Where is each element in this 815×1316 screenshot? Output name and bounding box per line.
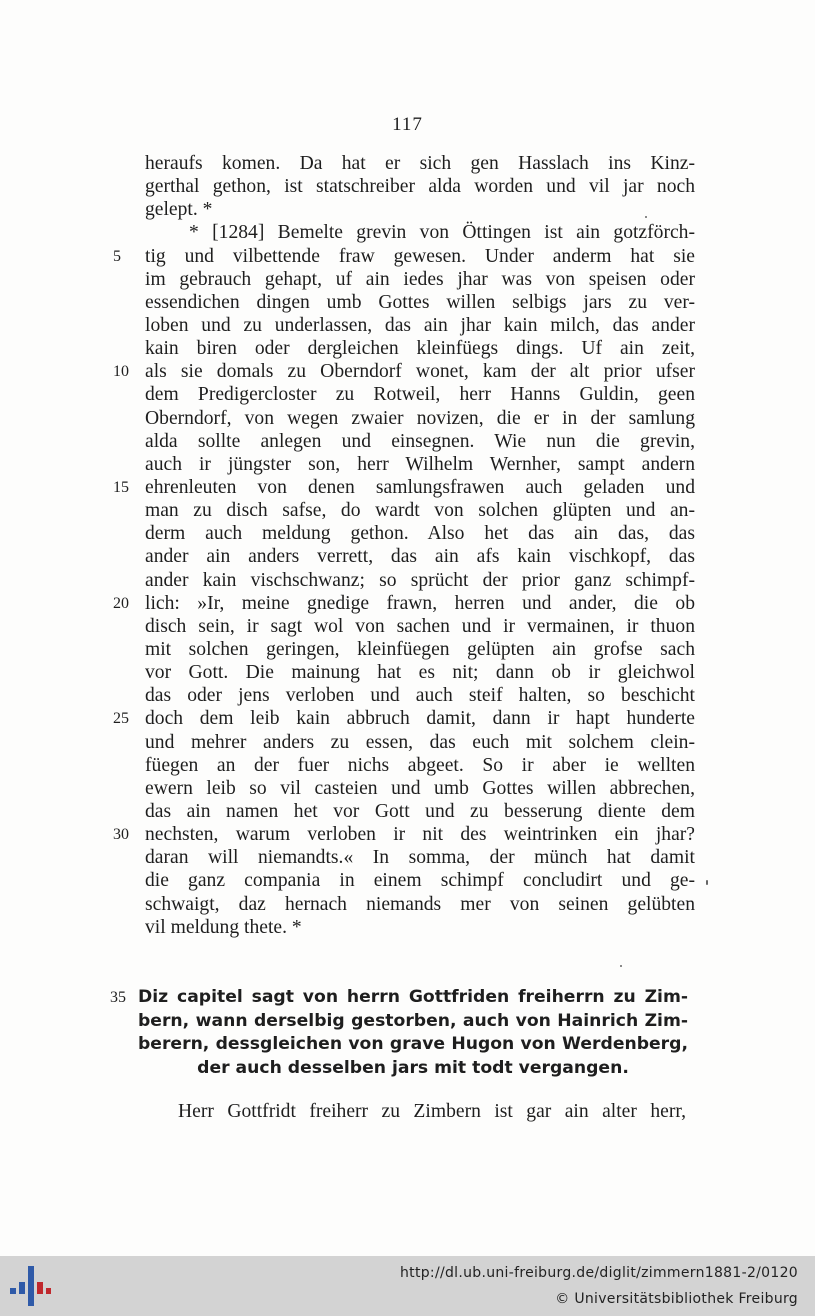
text-line xyxy=(113,823,695,846)
text-line xyxy=(145,731,695,754)
text-line xyxy=(145,221,695,244)
text-line-content: ewern leib so vil casteien und umb Gottes willen abbrechen, xyxy=(145,777,695,799)
text-line xyxy=(145,869,695,892)
page-number: 117 xyxy=(392,114,423,135)
document-url-link[interactable]: http://dl.ub.uni-freiburg.de/diglit/zimmern1881-2/0120 xyxy=(399,1265,798,1281)
text-line xyxy=(145,545,695,568)
scan-speck xyxy=(620,965,622,967)
text-line xyxy=(145,337,695,360)
text-line-content: derm auch meldung gethon. Also het das ain das, das xyxy=(145,523,695,545)
text-line xyxy=(145,522,695,545)
text-line-content: vor Gott. Die mainung hat es nit; dann ob ir gleichwol xyxy=(145,662,695,684)
text-line-content: heraufs komen. Da hat er sich gen Hasslach ins Kinz- xyxy=(145,153,695,174)
line-number: 20 xyxy=(113,594,129,612)
line-number: 10 xyxy=(113,363,129,381)
text-line xyxy=(113,592,695,615)
text-line xyxy=(145,893,695,916)
copyright-notice: © Universitätsbibliothek Freiburg xyxy=(555,1291,798,1307)
text-line-content: im gebrauch gehapt, uf ain iedes jhar was von speisen oder xyxy=(145,268,695,290)
heading-line xyxy=(110,986,688,1010)
scan-speck xyxy=(706,880,708,885)
text-line xyxy=(145,383,695,406)
text-line-content: und mehrer anders zu essen, das euch mit solchem clein- xyxy=(145,731,695,753)
text-line xyxy=(145,638,695,661)
text-line-content: daran will niemandts.« In somma, der münch hat damit xyxy=(145,847,695,869)
text-line xyxy=(145,407,695,430)
text-line xyxy=(145,268,695,291)
text-line xyxy=(145,291,695,314)
heading-line: bern, wann derselbig gestorben, auch von Hainrich Zim- xyxy=(138,1010,688,1031)
text-line-content: schwaigt, daz hernach niemands mer von seinen gelübten xyxy=(145,893,695,915)
text-line-content: tig und vilbettende fraw gewesen. Under anderm hat sie xyxy=(145,245,695,267)
text-line-content: loben und zu underlassen, das ain jhar kain milch, das ander xyxy=(145,314,695,336)
text-line-content: lich: »Ir, meine gnedige frawn, herren und ander, die ob xyxy=(145,592,695,614)
text-line xyxy=(145,314,695,337)
text-line xyxy=(113,360,695,383)
text-line-content: dem Predigercloster zu Rotweil, herr Hanns Guldin, geen xyxy=(145,384,695,406)
text-line-content: auch ir jüngster son, herr Wilhelm Wernher, sampt andern xyxy=(145,453,695,475)
body-text xyxy=(113,152,695,939)
text-line-content: füegen an der fuer nichs abgeet. So ir aber ie wellten xyxy=(145,754,695,776)
heading-line-content: Diz capitel sagt von herrn Gottfriden freiherrn zu Zim- xyxy=(138,987,688,1007)
text-line-content: doch dem leib kain abbruch damit, dann ir hapt hunderte xyxy=(145,708,695,730)
text-line-content: disch sein, ir sagt wol von sachen und ir vermainen, ir thuon xyxy=(145,615,695,637)
text-line-content: ehrenleuten von denen samlungsfrawen auch geladen und xyxy=(145,476,695,498)
ub-freiburg-logo-icon xyxy=(8,1264,52,1310)
text-line xyxy=(145,152,695,175)
text-line-content: kain biren oder dergleichen kleinfüegs dings. Uf ain zeit, xyxy=(145,338,695,360)
text-line xyxy=(113,245,695,268)
text-line-content: das ain namen het vor Gott und zu besserung diente dem xyxy=(145,800,695,822)
text-line-content: die ganz compania in einem schimpf concludirt und ge- xyxy=(145,870,695,892)
text-line-content: vil meldung thete. * xyxy=(145,916,302,938)
line-number: 35 xyxy=(110,989,126,1006)
text-line-content: man zu disch safse, do wardt von solchen glüpten und an- xyxy=(145,500,695,522)
line-number: 25 xyxy=(113,710,129,728)
text-line xyxy=(145,569,695,592)
text-line-content: Oberndorf, von wegen zwaier novizen, die er in der samlung xyxy=(145,407,695,429)
text-line xyxy=(113,707,695,730)
text-line xyxy=(145,499,695,522)
line-number: 15 xyxy=(113,478,129,496)
text-line-content: gelept. * xyxy=(145,199,213,221)
line-number: 30 xyxy=(113,826,129,844)
text-line xyxy=(145,846,695,869)
text-line-content: gerthal gethon, ist statschreiber alda worden und vil jar noch xyxy=(145,176,695,198)
text-line-content: nechsten, warum verloben ir nit des weintrinken ein jhar? xyxy=(145,824,695,846)
text-line xyxy=(145,453,695,476)
scan-speck xyxy=(645,216,647,218)
text-line xyxy=(145,916,695,939)
text-line xyxy=(145,198,695,221)
text-line-content: ander ain anders verrett, das ain afs kain vischkopf, das xyxy=(145,546,695,568)
text-line-content: essendichen dingen umb Gottes willen selbigs jars zu ver- xyxy=(145,291,695,313)
text-line xyxy=(145,754,695,777)
footer-bar xyxy=(0,1256,815,1316)
line-number: 5 xyxy=(113,247,121,265)
text-line-content: mit solchen geringen, kleinfüegen gelüpten ain grofse sach xyxy=(145,638,695,660)
text-line-content: ander kain vischschwanz; so sprücht der prior ganz schimpf- xyxy=(145,569,695,591)
text-line xyxy=(113,476,695,499)
text-line xyxy=(145,175,695,198)
text-line xyxy=(145,615,695,638)
text-line-content: * [1284] Bemelte grevin von Öttingen ist ain gotzförch- xyxy=(189,222,695,244)
text-line xyxy=(145,800,695,823)
text-line-content: als sie domals zu Oberndorf wonet, kam der alt prior ufser xyxy=(145,361,695,383)
chapter-heading xyxy=(110,986,688,1080)
text-line xyxy=(145,430,695,453)
text-line-content: alda sollte anlegen und einsegnen. Wie nun die grevin, xyxy=(145,430,695,452)
next-paragraph-line: Herr Gottfridt freiherr zu Zimbern ist gar ain alter herr, xyxy=(178,1101,686,1122)
heading-line: berern, dessgleichen von grave Hugon von Werdenberg, xyxy=(138,1034,688,1054)
text-line xyxy=(145,684,695,707)
text-line xyxy=(145,661,695,684)
text-line xyxy=(145,777,695,800)
heading-line: der auch desselben jars mit todt vergangen. xyxy=(197,1057,629,1078)
text-line-content: das oder jens verloben und auch steif halten, so beschicht xyxy=(145,685,695,707)
